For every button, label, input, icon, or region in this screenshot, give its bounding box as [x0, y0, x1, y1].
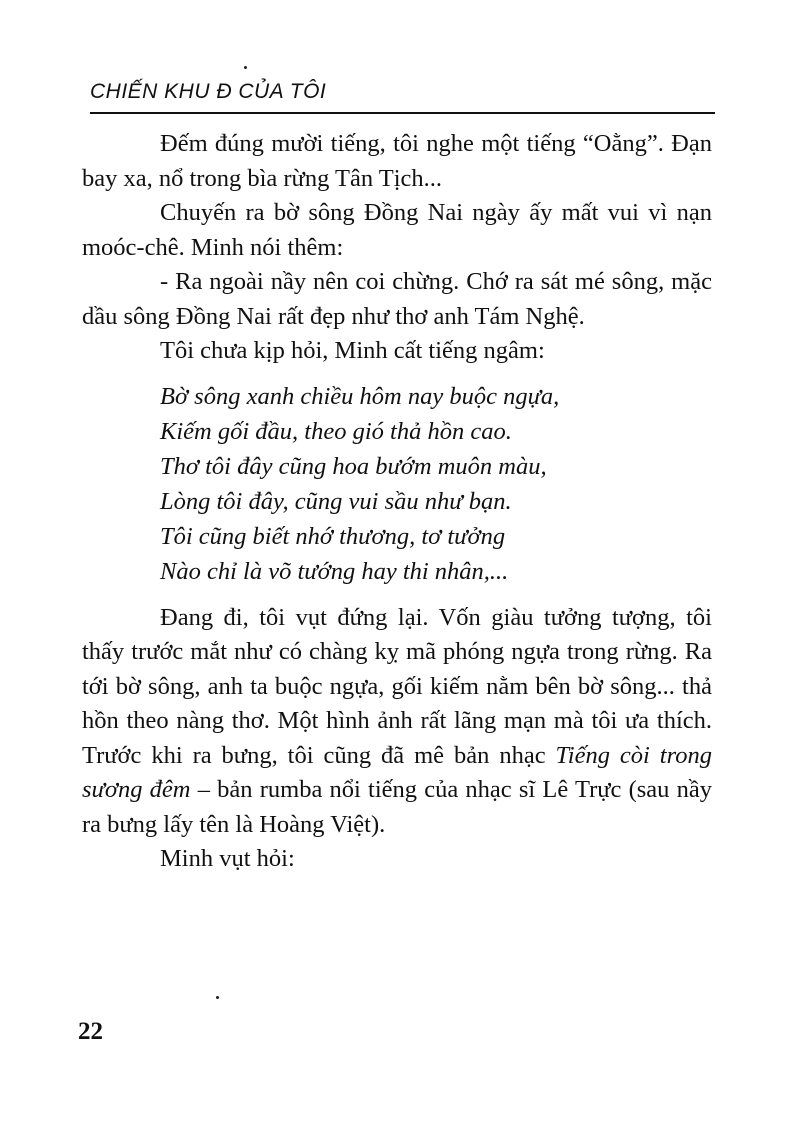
paragraph-1: Đếm đúng mười tiếng, tôi nghe một tiếng “Oằng”. Đạn bay xa, nổ trong bìa rừng Tân Tịch... [82, 130, 712, 192]
paragraph-5-text-start: Đang đi, tôi vụt đứng lại. Vốn giàu tưởng tượng, tôi thấy trước mắt như có chàng kỵ mã phóng ngựa trong rừng. Ra tới bờ sông, anh ta buộc ngựa, gối kiếm nằm bên bờ sông... thả hồn theo nàng thơ. Một hình ảnh rất lãng mạn mà tôi ưa thích. Trước khi ra bưng, tôi cũng đã mê bản nhạc [82, 603, 712, 769]
poem-line-5: Tôi cũng biết nhớ thương, tơ tưởng [160, 522, 506, 550]
top-dot-mark [244, 66, 247, 69]
song-title: Tiếng còi trong sương đêm [82, 741, 712, 803]
running-header-title: CHIẾN KHU Đ CỦA TÔI [90, 80, 327, 103]
page-body [82, 127, 712, 877]
running-header [90, 78, 715, 114]
poem-line-1: Bờ sông xanh chiều hôm nay buộc ngựa, [160, 382, 560, 410]
paragraph-5 [82, 601, 712, 843]
poem-block [160, 379, 712, 589]
poem-line-6: Nào chỉ là võ tướng hay thi nhân,... [160, 557, 509, 585]
paragraph-5-text-end: – bản rumba nổi tiếng của nhạc sĩ Lê Trực (sau nầy ra bưng lấy tên là Hoàng Việt). [82, 776, 712, 838]
paragraph-4: Tôi chưa kịp hỏi, Minh cất tiếng ngâm: [160, 337, 545, 364]
poem-line-2: Kiếm gối đầu, theo gió thả hồn cao. [160, 417, 512, 445]
poem-line-3: Thơ tôi đây cũng hoa bướm muôn màu, [160, 452, 547, 480]
paragraph-3: - Ra ngoài nầy nên coi chừng. Chớ ra sát mé sông, mặc dầu sông Đồng Nai rất đẹp như thơ anh Tám Nghệ. [82, 268, 712, 330]
poem-line-4: Lòng tôi đây, cũng vui sầu như bạn. [160, 487, 512, 515]
paragraph-6: Minh vụt hỏi: [160, 845, 295, 872]
page-number: 22 [78, 1018, 103, 1045]
bottom-dot-mark [216, 996, 219, 999]
paragraph-2: Chuyến ra bờ sông Đồng Nai ngày ấy mất vui vì nạn moóc-chê. Minh nói thêm: [82, 199, 712, 261]
